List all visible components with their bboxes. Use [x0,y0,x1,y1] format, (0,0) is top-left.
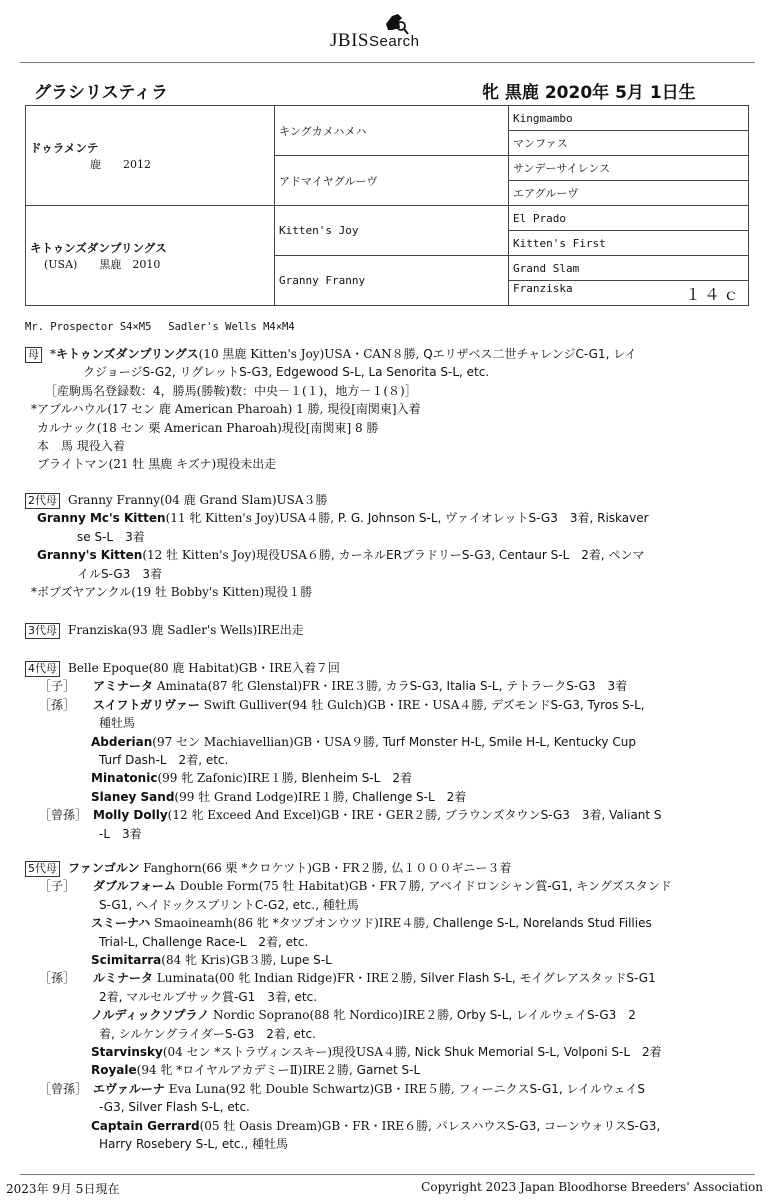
races-text: Turf Monster H-L, Smile H-L, Kentucky Cup [382,734,636,749]
child-label: ［子］ [39,879,76,894]
granny-mcs-kitten[interactable]: Granny Mc's Kitten [37,511,166,526]
smaoineamh[interactable]: スミーナハ [91,916,151,931]
molly-dolly[interactable]: Molly Dolly [93,808,168,823]
record-text: Aminata(87 牝 Glenstal)FR・IRE３勝, [153,679,386,694]
races-text: ブラウンズタウンS-G3 3着, Valiant S [444,808,662,823]
races-text: Challenge S-L, Norelands Stud Fillies [432,916,652,931]
continuation-text: イルS-G3 3着 [77,566,162,581]
horse-name: グラシリスティラ [34,83,168,103]
races-text: Nick Shuk Memorial S-L, Volponi S-L 2着 [414,1045,662,1060]
dam-dam[interactable]: Granny Franny [275,256,509,306]
pedigree-g3-5[interactable]: El Prado [509,206,749,231]
sire-cell [26,106,275,206]
continuation-text: 着, シルケングライダーS-G3 2着, etc. [99,1026,316,1041]
record-text: (97 セン Machiavellian)GB・USA９勝, [152,734,383,749]
sire-dam[interactable]: アドマイヤグルーヴ [275,156,509,206]
jbis-search-logo[interactable] [330,30,420,52]
continuation-text: Turf Dash-L 2着, etc. [99,753,229,768]
scimitarra[interactable]: Scimitarra [91,953,162,968]
races-text: Blenheim S-L 2着 [301,771,412,786]
pedigree-g3-7[interactable]: Grand Slam [509,256,749,281]
starvinsky[interactable]: Starvinsky [91,1045,163,1060]
continuation-text: 2着, マルセルブサック賞-G1 3着, etc. [99,989,318,1004]
continuation-text: S-G1, ヘイドックスプリントC-G2, etc., 種牡馬 [99,897,359,912]
dam-link[interactable]: キトゥンズダンプリングス [56,347,199,361]
import-mark: * [50,347,56,361]
inbreeding-text: Mr. Prospector S4×M5 Sadler's Wells M4×M4 [25,321,295,333]
dam-races: Qエリザベス二世チャレンジC-G1, レイ [423,347,637,361]
fourth-dam-section [25,659,715,843]
third-dam-section [25,621,715,639]
record-text: (04 セン *ストラヴィンスキー)現役USA４勝, [162,1045,415,1060]
pedigree-g3-2[interactable]: マンファス [509,131,749,156]
dam-record: (10 黒鹿 Kitten's Joy)USA・CAN８勝, [198,347,424,361]
second-dam-section [25,491,715,601]
continuation-text: se S-L 3着 [77,529,145,544]
horse-profile: 牝 黒鹿 2020年 5月 1日生 [482,83,696,103]
grandchild-label: ［孫］ [39,971,76,986]
nordic-soprano[interactable]: ノルディックソプラノ [91,1008,210,1023]
record-text: (05 牡 Oasis Dream)GB・FR・IRE６勝, [199,1118,436,1133]
header-rule [20,62,755,63]
races-text: デズモンドS-G3, Tyros S-L, [491,697,645,712]
races-text: Orby S-L, レイルウェイS-G3 2 [456,1008,636,1023]
eva-luna[interactable]: エヴァルーナ [93,1081,165,1096]
races-text: カーネルERブラドリーS-G3, Centaur S-L 2着, ペンマ [338,548,645,563]
great-grandchild-label: ［曾孫］ [39,808,88,823]
record-text: Luminata(00 牝 Indian Ridge)FR・IRE２勝, [153,971,421,986]
record-text: (99 牝 Zafonic)IRE１勝, [157,771,302,786]
pedigree-table [25,105,749,306]
minatonic[interactable]: Minatonic [91,771,158,786]
second-dam-line[interactable]: Granny Franny(04 鹿 Grand Slam)USA３勝 [68,493,328,507]
captain-gerrard[interactable]: Captain Gerrard [91,1118,200,1133]
pedigree-g3-8[interactable]: Franziska [513,281,573,295]
record-text: Smaoineamh(86 牝 *タツプオンウツド)IRE４勝, [150,916,433,931]
royale[interactable]: Royale [91,1063,137,1078]
record-text: Eva Luna(92 牝 Double Schwartz)GB・IRE５勝, [164,1081,459,1096]
races-text: P. G. Johnson S-L, ヴァイオレットS-G3 3着, Riskaver [337,511,649,526]
abderian[interactable]: Abderian [91,734,153,749]
third-dam-line[interactable]: Franziska(93 鹿 Sadler's Wells)IRE出走 [68,623,304,637]
pedigree-g3-8-cell [509,281,749,306]
dam-tag: 母 [25,347,42,363]
family-number: １４ｃ [684,284,742,304]
races-text: 仏１０００ギニー３着 [391,861,512,875]
races-text: Silver Flash S-L, モイグレアスタッドS-G1 [420,971,656,986]
logo-text-search: Search [368,33,420,50]
record-text: Fanghorn(66 栗 *クロケツト)GB・FR２勝, [139,861,392,875]
dam-info: (USA) 黒鹿 2010 [44,257,161,271]
fanghorn[interactable]: ファンゴルン [68,861,140,875]
third-dam-tag: 3代母 [25,623,60,639]
record-text: Swift Gulliver(94 牡 Gulch)GB・IRE・USA４勝, [199,697,492,712]
races-text: Challenge S-L 2着 [352,789,467,804]
second-dam-tag: 2代母 [25,493,60,509]
record-text: (12 牝 Exceed And Excel)GB・IRE・GER２勝, [167,808,445,823]
record-text: (99 牡 Grand Lodge)IRE１勝, [174,789,353,804]
continuation-text: Trial-L, Challenge Race-L 2着, etc. [99,934,309,949]
pedigree-g3-3[interactable]: サンデーサイレンス [509,156,749,181]
pedigree-g3-4[interactable]: エアグルーヴ [509,181,749,206]
pedigree-g3-1[interactable]: Kingmambo [509,106,749,131]
fourth-dam-tag: 4代母 [25,661,60,677]
slaney-sand[interactable]: Slaney Sand [91,789,175,804]
races-text: アベイドロンシャン賞-G1, キングズスタンド [428,879,672,894]
record-text: (94 牝 *ロイヤルアカデミーⅡ)IRE２勝, [136,1063,357,1078]
fifth-dam-section [25,859,715,1154]
dam-foal-2[interactable]: カルナック(18 セン 栗 American Pharoah)現役[南関東] 8 勝 [37,420,379,435]
sire-info: 鹿 2012 [90,157,151,171]
dam-sire[interactable]: Kitten's Joy [275,206,509,256]
continuation-text: -G3, Silver Flash S-L, etc. [99,1100,250,1115]
record-text: (84 牝 Kris)GB３勝, [161,953,281,968]
grannys-kitten[interactable]: Granny's Kitten [37,548,143,563]
sire-name[interactable]: ドゥラメンテ [30,140,99,155]
footer-copyright: Copyright 2023 Japan Bloodhorse Breeders' Association [421,1180,763,1194]
swift-gulliver[interactable]: スイフトガリヴァー [93,697,200,712]
record-text: (12 牡 Kitten's Joy)現役USA６勝, [142,548,339,563]
dam-name[interactable]: キトゥンズダンプリングス [30,240,167,255]
great-grandchild-label: ［曾孫］ [39,1081,88,1096]
fifth-dam-tag: 5代母 [25,861,60,877]
dam-section [25,345,715,474]
record-text: Double Form(75 牡 Habitat)GB・FR７勝, [175,879,429,894]
bobs-ya-uncle[interactable]: *ボブズヤアンクル(19 牡 Bobby's Kitten)現役１勝 [31,585,313,600]
races-text: パレスハウスS-G3, コーンウォリスS-G3, [435,1118,661,1133]
record-text: Nordic Soprano(88 牝 Nordico)IRE２勝, [209,1008,457,1023]
sire-sire[interactable]: キングカメハメハ [275,106,509,156]
aminata[interactable]: アミナータ [93,679,154,694]
fourth-dam-line[interactable]: Belle Epoque(80 鹿 Habitat)GB・IRE入着７回 [68,661,340,675]
dam-line-2: クジョージS-G2, リグレットS-G3, Edgewood S-L, La Senorita S-L, etc. [83,365,490,380]
continuation-text: 種牡馬 [99,716,136,731]
logo-text-jbis: JBIS [330,30,369,51]
footer-date: 2023年 9月 5日現在 [6,1182,120,1196]
footer-rule [20,1174,755,1175]
record-text: (11 牝 Kitten's Joy)USA４勝, [165,511,338,526]
races-text: Garnet S-L [356,1063,421,1078]
dam-cell [26,206,275,306]
continuation-text: -L 3着 [99,826,142,841]
races-text: カラS-G3, Italia S-L, テトラークS-G3 3着 [385,679,628,694]
dam-foal-4[interactable]: ブライトマン(21 牡 黒鹿 キズナ)現役未出走 [37,457,277,472]
pedigree-g3-6[interactable]: Kitten's First [509,231,749,256]
child-label: ［子］ [39,679,76,694]
dam-foal-1[interactable]: *アブルハウル(17 セン 鹿 American Pharoah) 1 勝, 現役[南関東]入着 [31,402,421,417]
dam-foal-3: 本 馬 現役入着 [37,439,125,454]
continuation-text: Harry Rosebery S-L, etc., 種牡馬 [99,1137,288,1152]
races-text: Lupe S-L [280,953,332,968]
grandchild-label: ［孫］ [39,697,76,712]
double-form[interactable]: ダブルフォーム [93,879,176,894]
dam-produce-stats: ［産駒馬名登録数：4，勝馬(勝鞍)数：中央－１(１)，地方－１(８)］ [45,383,417,398]
luminata[interactable]: ルミナータ [93,971,154,986]
races-text: フィーニクスS-G1, レイルウェイS [458,1081,646,1096]
